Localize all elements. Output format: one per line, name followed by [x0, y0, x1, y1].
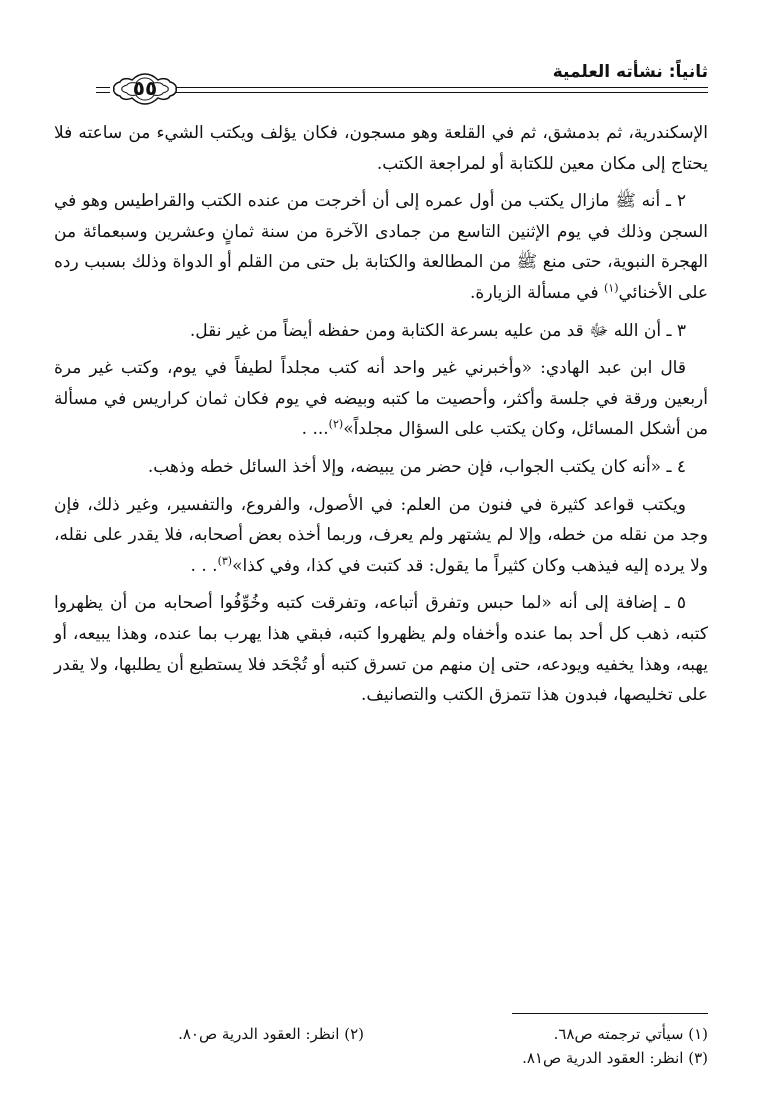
paragraph-3: [54, 316, 708, 347]
body-text: [54, 118, 708, 718]
footnote-ref-1: (١): [604, 281, 619, 295]
paragraph-text: قال ابن عبد الهادي: «وأخبرني غير واحد أنه كتب مجلداً لطيفاً في يوم، وكتب غير مرة أربعين ورقة في جلسة وأكثر، وأحصيت ما كتبه وبيضه في يوم فكان ثمان كراريس في مسألة من أشكل المسائل، وكان يكتب على السؤال مجلداً»: [54, 358, 708, 440]
paragraph-text: ويكتب قواعد كثيرة في فنون من العلم: في الأصول، والفروع، والتفسير، وغير ذلك، فإن وجد من نقله من خطه، وإلا لم يشتهر ولم يعرف، وربما أخذه بعض أصحابه، فلا يقدر على نقله، ولا يرده إليه فيذهب وكان كثيراً ما يقول: قد كتبت في كذا، وفي كذا»: [54, 494, 708, 576]
paragraph-7: [54, 588, 708, 710]
header-rule-upper: [176, 87, 708, 88]
header-rule-left-lower: [96, 92, 110, 93]
footnote-2: (٢) انظر: العقود الدرية ص٨٠.: [178, 1025, 364, 1043]
footnotes: [54, 1022, 708, 1070]
footnote-3: (٣) انظر: العقود الدرية ص٨١.: [522, 1049, 708, 1067]
header-rule-left-upper: [96, 87, 110, 88]
paragraph-5: [54, 452, 708, 483]
paragraph-text: الإسكندرية، ثم بدمشق، ثم في القلعة وهو مسجون، فكان يؤلف ويكتب الشيء من ساعته فلا يحتاج إلى مكان معين للكتابة أو لمراجعة الكتب.: [54, 123, 708, 174]
paragraph-2: [54, 186, 708, 308]
paragraph-text: ٣ ـ أن الله ﷻ قد من عليه بسرعة الكتابة ومن حفظه أيضاً من غير نقل.: [189, 320, 686, 341]
paragraph-text-cont: ... .: [301, 419, 329, 440]
footnote-1: (١) سيأتي ترجمته ص٦٨.: [553, 1025, 708, 1043]
paragraph-text: ٤ ـ «أنه كان يكتب الجواب، فإن حضر من يبيضه، وإلا أخذ السائل خطه وذهب.: [147, 456, 686, 477]
paragraph-text-cont: . . .: [190, 555, 218, 576]
footnote-row: [54, 1022, 708, 1046]
paragraph-6: [54, 490, 708, 582]
paragraph-text: ٥ ـ إضافة إلى أنه «لما حبس وتفرق أتباعه، وتفرقت كتبه وخُوِّفُوا أصحابه من أن يظهروا كتبه، ذهب كل أحد بما عنده وأخفاه ولم يظهروا كتبه، فبقي هذا يهرب بما عنده، وهذا يبيعه، أو يهبه، وهذا يخفيه ويودعه، حتى إن منهم من تسرق كتبه أو تُجْحَد فلا يستطيع أن يطلبها، ولا يقدر على تخليصها، فبدون هذا تتمزق الكتب والتصانيف.: [54, 593, 708, 706]
paragraph-text-cont: في مسألة الزيارة.: [470, 282, 604, 303]
footnote-divider: [512, 1013, 708, 1014]
running-title: ثانياً: نشأته العلمية: [552, 62, 708, 82]
paragraph-4: [54, 353, 708, 445]
header-rule-lower: [176, 92, 708, 93]
paragraph-1: [54, 118, 708, 179]
footnote-ref-3: (٣): [217, 554, 233, 568]
footnote-ref-2: (٢): [328, 417, 344, 431]
page-number: ٥٥: [132, 76, 158, 100]
paragraph-text: ٢ ـ أنه ﷺ مازال يكتب من أول عمره إلى أن أخرجت من عنده الكتب والقراطيس وهو في السجن وذلك في يوم الإثنين التاسع من جمادى الآخرة من سنة ثمانٍ وعشرين وسبعمائة من الهجرة النبوية، حتى منع ﷺ من المطالعة والكتابة بل حتى من القلم أو الدواة وذلك بسبب رده على الأخنائي: [54, 191, 708, 303]
footnote-row: [54, 1046, 708, 1070]
page-header: [96, 62, 708, 102]
